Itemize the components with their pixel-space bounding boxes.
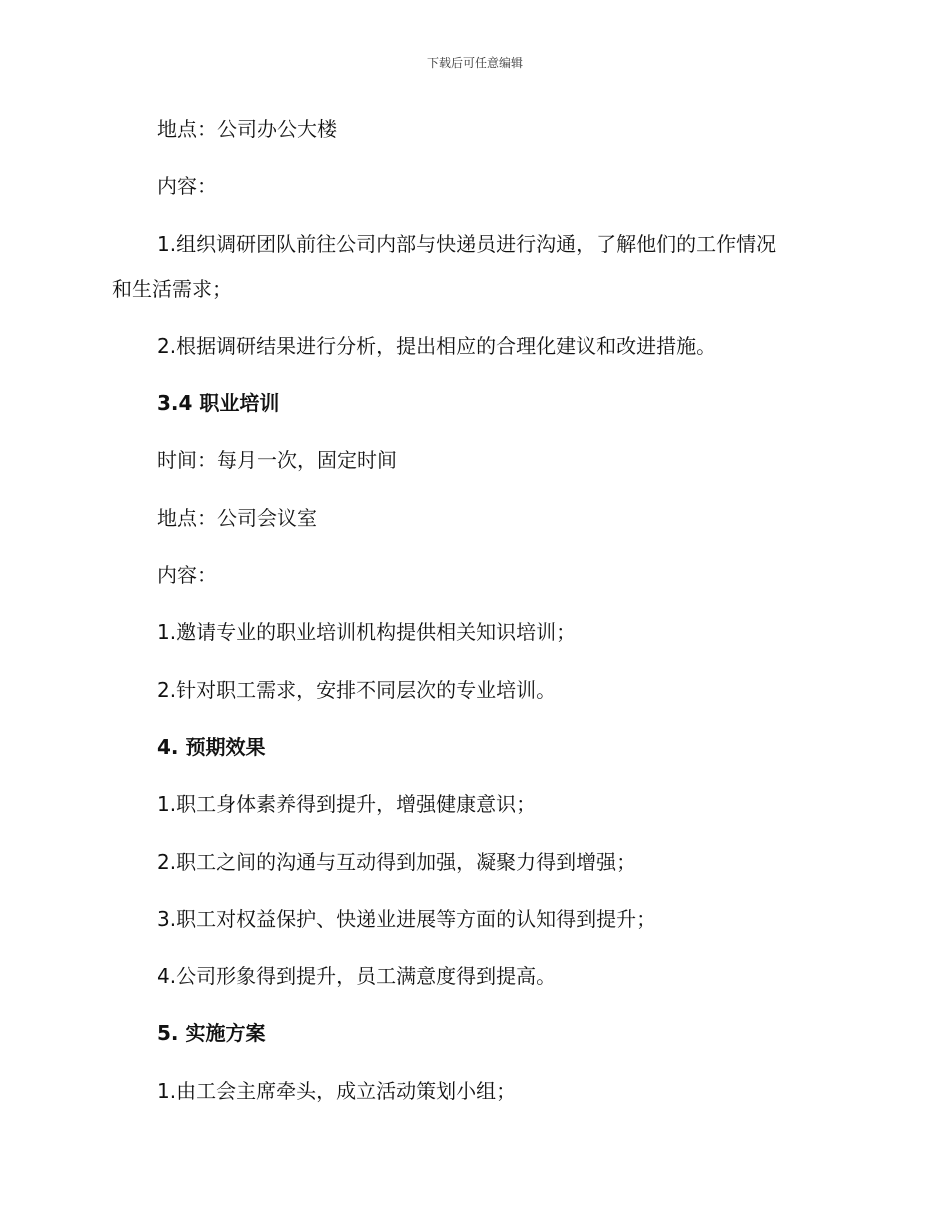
list-item: 2.职工之间的沟通与互动得到加强，凝聚力得到增强； [157, 850, 637, 874]
list-item: 1.由工会主席牵头，成立活动策划小组； [157, 1079, 517, 1103]
list-item: 2.针对职工需求，安排不同层次的专业培训。 [157, 678, 557, 702]
section-heading: 3.4 职业培训 [157, 391, 280, 415]
location-line: 地点：公司会议室 [157, 506, 317, 530]
list-item: 3.职工对权益保护、快递业进展等方面的认知得到提升； [157, 907, 657, 931]
time-line: 时间：每月一次，固定时间 [157, 448, 397, 472]
location-line: 地点：公司办公大楼 [157, 117, 337, 141]
list-item: 2.根据调研结果进行分析，提出相应的合理化建议和改进措施。 [157, 334, 717, 358]
list-item-continuation: 和生活需求； [112, 277, 232, 301]
list-item: 1.邀请专业的职业培训机构提供相关知识培训； [157, 620, 577, 644]
section-heading: 5. 实施方案 [157, 1021, 266, 1045]
content-label: 内容： [157, 174, 217, 198]
page-header: 下载后可任意编辑 [426, 56, 523, 70]
list-item: 4.公司形象得到提升，员工满意度得到提高。 [157, 964, 557, 988]
list-item: 1.职工身体素养得到提升，增强健康意识； [157, 792, 537, 816]
content-label: 内容： [157, 563, 217, 587]
section-heading: 4. 预期效果 [157, 735, 266, 759]
list-item: 1.组织调研团队前往公司内部与快递员进行沟通，了解他们的工作情况 [157, 232, 777, 256]
